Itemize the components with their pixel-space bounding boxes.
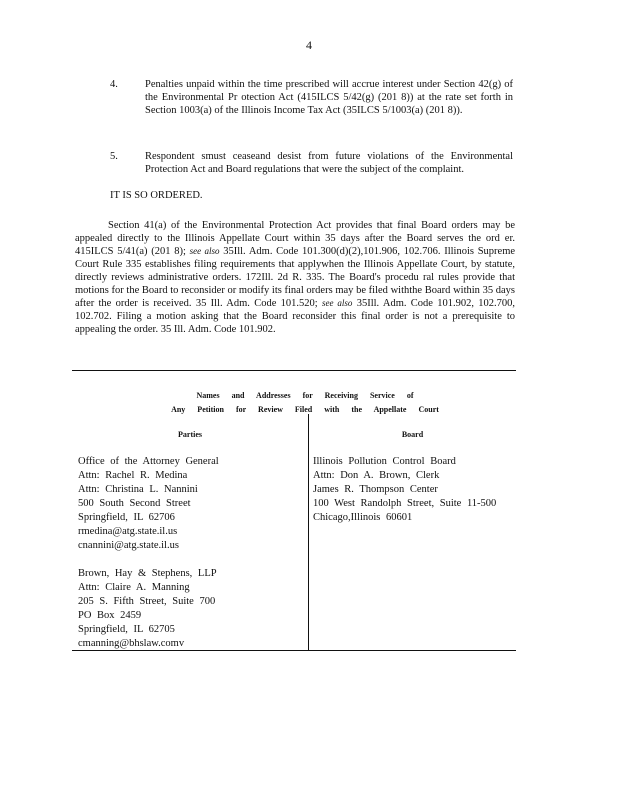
table-bottom-rule: [72, 650, 516, 651]
address-line: Office of the Attorney General: [78, 456, 219, 467]
see-also-citation: see also: [322, 298, 353, 308]
service-table-title: [160, 389, 450, 417]
address-line: PO Box 2459: [78, 610, 142, 621]
email-line: rmedina@atg.state.il.us: [78, 526, 178, 537]
address-line: Springfield, IL 62705: [78, 624, 175, 635]
table-top-rule: [72, 370, 516, 371]
board-heading: Board: [401, 430, 424, 439]
item-text: Respondent smust ceaseand desist from future violations of the Environmental Protection Act and Board regulations that were the subject of the complaint.: [145, 151, 513, 175]
column-divider: [308, 414, 309, 650]
appeal-text-part-1: Section 41(a) of the Environmental Protection Act provides that final Board orders may be appealed directly to the Illinois Appellate Court within 35 days after the Board serves the ord er. 415ILCS 5/41(a) (201 8);: [75, 220, 515, 257]
address-line: Attn: Rachel R. Medina: [78, 470, 188, 481]
address-line: Springfield, IL 62706: [78, 512, 175, 523]
email-line: cmanning@bhslaw.comv: [78, 638, 185, 649]
appeal-text-part-3: 35Ill. Adm. Code 101.902, 102.700, 102.702. Filing a motion asking that the Board reconsider this final order is not a prerequisite to appealing the order. 35 Ill. Adm. Code 101.902.: [75, 298, 516, 335]
item-text: Penalties unpaid within the time prescribed will accrue interest under Section 42(g) of the Environmental Pr otection Act (415ILCS 5/42(g) (201 8)) at the rate set forth in Section 1003(a) of the Illinois Income Tax Act (35ILCS 5/1003(a) (201 8)).: [145, 79, 513, 116]
address-line: Attn: Christina L. Nannini: [78, 484, 198, 495]
address-line: Illinois Pollution Control Board: [313, 456, 456, 467]
service-title-line-1: Names and Addresses for Receiving Service of: [196, 391, 414, 400]
service-title-line-2: Any Petition for Review Filed with the Appellate Court: [171, 405, 439, 414]
parties-heading: Parties: [178, 430, 202, 439]
item-number: 5.: [110, 151, 118, 162]
party-attorney-general: [78, 455, 219, 553]
party-brown-hay-stephens: [78, 567, 217, 651]
address-line: Chicago,Illinois 60601: [313, 512, 413, 523]
address-line: 100 West Randolph Street, Suite 11-500: [313, 498, 497, 509]
address-line: Attn: Don A. Brown, Clerk: [313, 470, 440, 481]
item-number: 4.: [110, 79, 118, 90]
address-line: 205 S. Fifth Street, Suite 700: [78, 596, 216, 607]
address-line: Attn: Claire A. Manning: [78, 582, 190, 593]
address-line: James R. Thompson Center: [313, 484, 438, 495]
appeal-rights-paragraph: [75, 219, 515, 336]
address-line: 500 South Second Street: [78, 498, 191, 509]
page-number: 4: [306, 38, 312, 52]
board-address: [313, 455, 496, 525]
so-ordered-statement: IT IS SO ORDERED.: [110, 190, 203, 201]
appeal-text-part-2: 35Ill. Adm. Code 101.300(d)(2),101.906, 102.706. Illinois Supreme Court Rule 335 establishes filing requirements that applywhen the Illinois Appellate Court, by statute, directly reviews administrative orders. 172Ill. 2d R. 335. The Board's procedu ral rules provide that motions for the Board to reconsider or modify its final orders may be filed withthe Board within 35 days after the order is received. 35 Ill. Adm. Code 101.520;: [75, 246, 516, 309]
see-also-citation: see also: [189, 246, 220, 256]
email-line: cnannini@atg.state.il.us: [78, 540, 179, 551]
address-line: Brown, Hay & Stephens, LLP: [78, 568, 217, 579]
